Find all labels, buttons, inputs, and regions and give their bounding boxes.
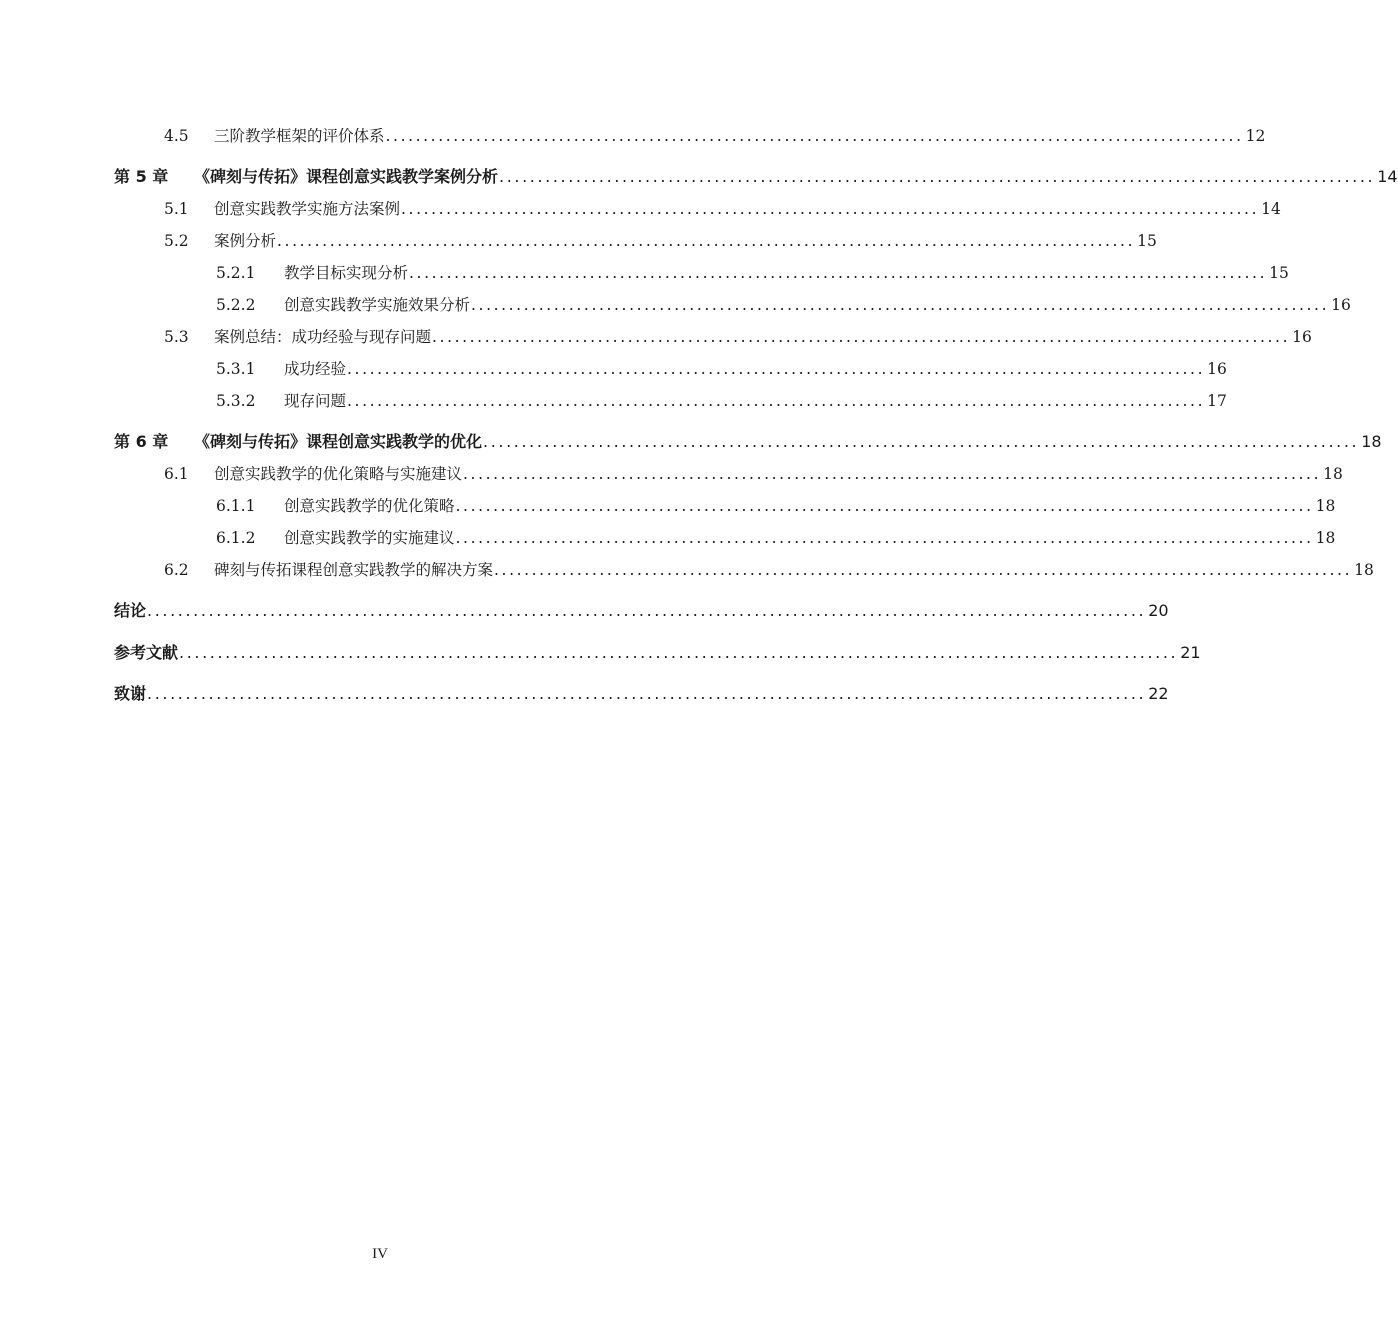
toc-entry-title: 《碑刻与传拓》课程创意实践教学的优化 [194,432,483,451]
toc-entry-number: 6.1.1 [216,497,256,515]
toc-entry-title: 现存问题 [284,392,347,410]
toc-entry-number: 5.3 [164,328,189,346]
toc-entry-title: 创意实践教学的实施建议 [284,529,455,547]
toc-entry-acknowledgements[interactable] [114,681,1169,704]
dot-leader: .................................................................................................................. [455,529,1314,547]
toc-entry-number: 第 5 章 [114,167,169,186]
toc-entry[interactable] [164,197,1281,219]
toc-entry-page: 16 [1207,360,1227,378]
toc-entry-number: 6.2 [164,561,189,579]
toc-entry-chapter[interactable] [114,429,1382,452]
toc-entry[interactable] [164,229,1157,251]
page-number: IV [372,1246,388,1262]
toc-entry-conclusion[interactable] [114,598,1169,621]
toc-entry-title: 三阶教学框架的评价体系 [214,127,385,145]
toc-entry-page: 21 [1180,643,1201,662]
toc-entry[interactable] [164,124,1266,146]
toc-entry[interactable] [216,261,1289,283]
toc-entry[interactable] [216,293,1351,315]
dot-leader: .................................................................................................................. [432,328,1291,346]
dot-leader: .................................................................................................................. [385,127,1244,145]
toc-entry[interactable] [216,389,1227,411]
dot-leader: .................................................................................................................. [499,167,1376,186]
toc-entry-title: 创意实践教学的优化策略与实施建议 [214,465,463,483]
dot-leader: .................................................................................................................. [483,432,1360,451]
toc-entry-title: 创意实践教学的优化策略 [284,497,455,515]
dot-leader: .................................................................................................................. [494,561,1353,579]
dot-leader: .................................................................................................................. [347,360,1206,378]
toc-entry-title: 案例总结：成功经验与现存问题 [214,328,432,346]
toc-entry[interactable] [216,526,1336,548]
toc-entry-page: 22 [1148,684,1169,703]
toc-entry-number: 第 6 章 [114,432,169,451]
dot-leader: .................................................................................................................................. [179,643,1179,662]
toc-entry-title: 碑刻与传拓课程创意实践教学的解决方案 [214,561,494,579]
toc-entry-page: 14 [1377,167,1398,186]
toc-entry-number: 5.2.1 [216,264,256,282]
toc-entry-page: 17 [1207,392,1227,410]
toc-entry[interactable] [216,357,1227,379]
dot-leader: .................................................................................................................. [277,232,1136,250]
toc-entry-number: 6.1.2 [216,529,256,547]
toc-entry-number: 5.1 [164,200,189,218]
toc-entry-page: 16 [1331,296,1351,314]
toc-entry-title: 教学目标实现分析 [284,264,409,282]
dot-leader: .................................................................................................................................. [147,601,1147,620]
toc-entry-page: 12 [1245,127,1266,145]
toc-entry[interactable] [164,325,1312,347]
toc-entry-chapter[interactable] [114,164,1398,187]
toc-entry-number: 4.5 [164,127,189,145]
dot-leader: .................................................................................................................. [463,465,1322,483]
toc-entry-number: 5.3.1 [216,360,256,378]
toc-entry[interactable] [164,558,1374,580]
dot-leader: .................................................................................................................. [401,200,1260,218]
toc-entry-page: 18 [1323,465,1343,483]
dot-leader: .................................................................................................................. [347,392,1206,410]
toc-entry-page: 20 [1148,601,1169,620]
toc-entry-title: 结论 [114,601,147,620]
toc-entry-page: 15 [1269,264,1289,282]
toc-entry-references[interactable] [114,640,1201,663]
toc-entry-page: 18 [1315,529,1336,547]
toc-entry-title: 创意实践教学实施效果分析 [284,296,471,314]
toc-entry-title: 《碑刻与传拓》课程创意实践教学案例分析 [194,167,499,186]
dot-leader: .................................................................................................................. [455,497,1314,515]
toc-entry-number: 5.3.2 [216,392,256,410]
toc-entry[interactable] [216,494,1336,516]
toc-entry-title: 参考文献 [114,643,179,662]
toc-entry-title: 案例分析 [214,232,277,250]
toc-entry-page: 16 [1292,328,1312,346]
toc-entry-title: 致谢 [114,684,147,703]
toc-entry-number: 5.2 [164,232,189,250]
toc-entry[interactable] [164,462,1343,484]
toc-entry-page: 18 [1354,561,1374,579]
dot-leader: .................................................................................................................. [471,296,1330,314]
dot-leader: .................................................................................................................. [409,264,1268,282]
toc-entry-title: 创意实践教学实施方法案例 [214,200,401,218]
toc-entry-page: 15 [1137,232,1157,250]
toc-entry-number: 5.2.2 [216,296,256,314]
toc-entry-page: 14 [1261,200,1281,218]
dot-leader: .................................................................................................................................. [147,684,1147,703]
toc-entry-title: 成功经验 [284,360,347,378]
toc-entry-number: 6.1 [164,465,189,483]
toc-entry-page: 18 [1361,432,1382,451]
toc-entry-page: 18 [1315,497,1336,515]
